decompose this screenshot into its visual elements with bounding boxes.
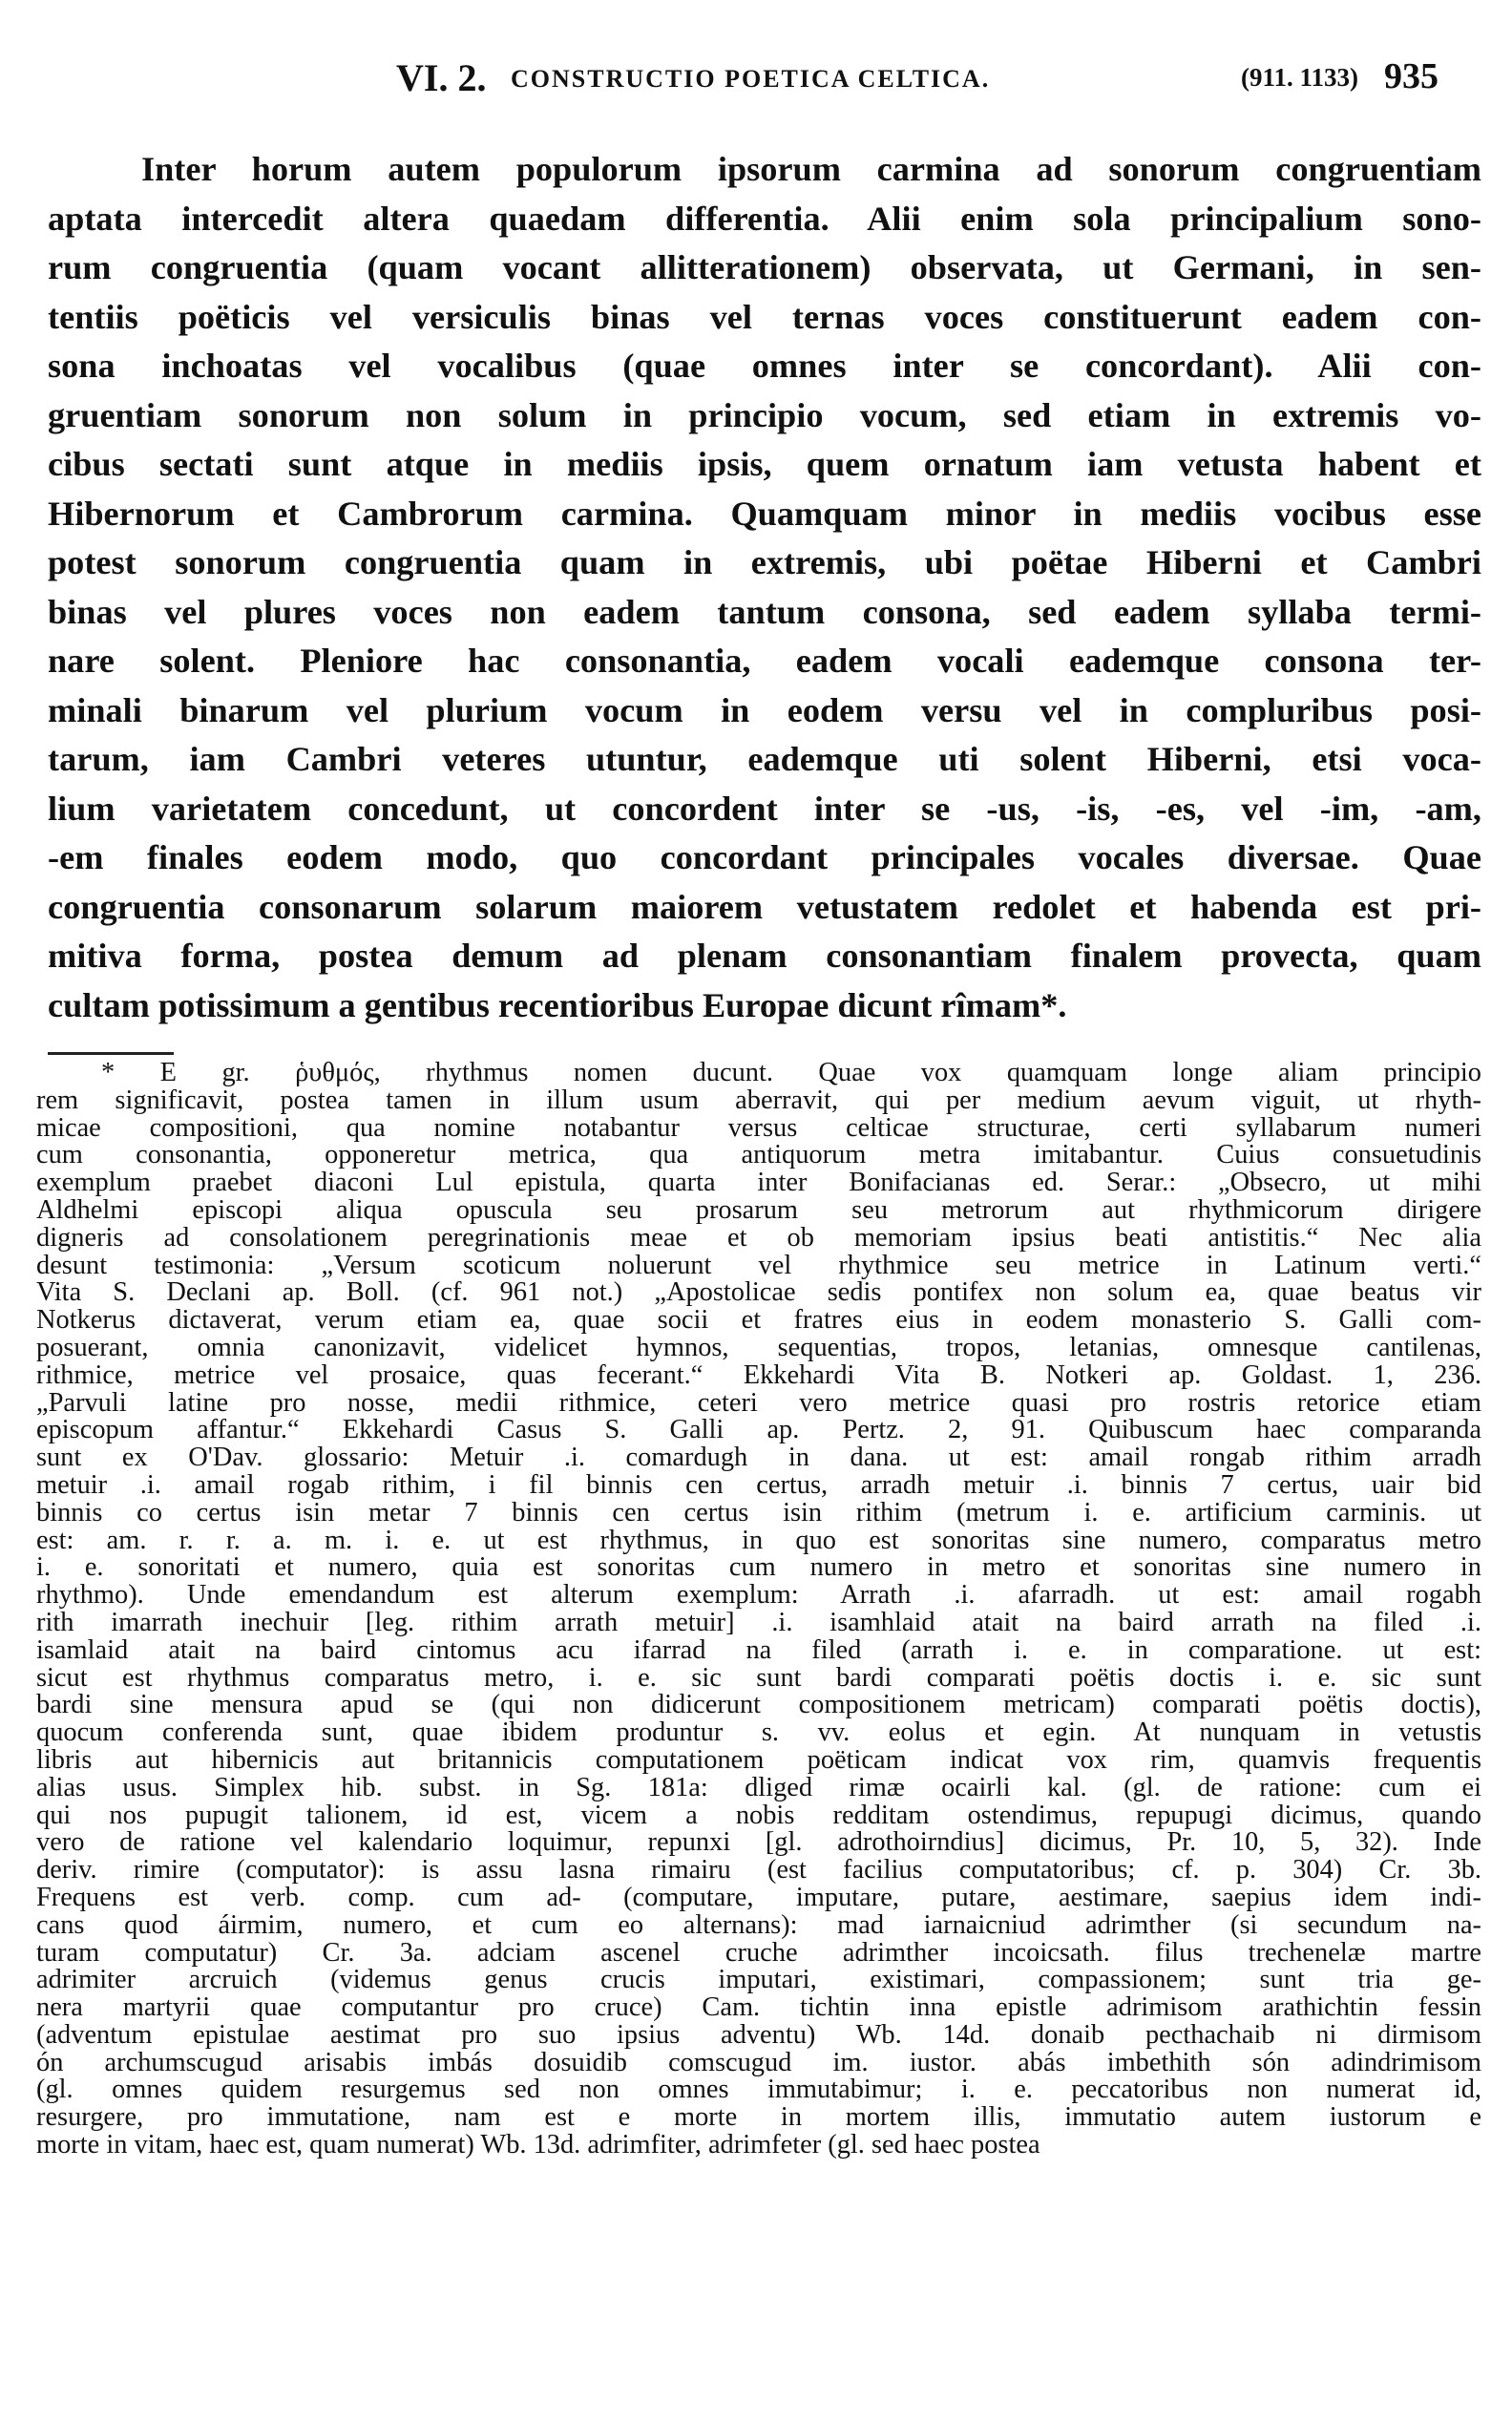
- footnote-line: (adventum epistulae aestimat pro suo ipsius adventu) Wb. 14d. donaib pecthachaib ni dirmisom: [36, 2019, 1481, 2050]
- footnote-line: binnis co certus isin metar 7 binnis cen certus isin rithim (metrum i. e. artificium carminis. ut: [36, 1497, 1481, 1528]
- text-line: cibus sectati sunt atque in mediis ipsis, quem ornatum iam vetusta habent et: [48, 445, 1481, 483]
- footnote-line: quocum conferenda sunt, quae ibidem produntur s. vv. eolus et egin. At nunquam in vetustis: [36, 1717, 1481, 1748]
- footnote-line: isamlaid atait na baird cintomus acu ifarrad na filed (arrath i. e. in comparatione. ut est:: [36, 1634, 1481, 1665]
- footnote-line: deriv. rimire (computator): is assu lasna rimairu (est facilius computatoribus; cf. p. 304) Cr. 3b.: [36, 1855, 1481, 1886]
- text-line: congruentia consonarum solarum maiorem vetustatem redolet et habenda est pri-: [48, 887, 1481, 926]
- text-line: mitiva forma, postea demum ad plenam consonantiam finalem provecta, quam: [48, 937, 1481, 975]
- footnote-line: sunt ex O'Dav. glossario: Metuir .i. comardugh in dana. ut est: amail rongab rithim arradh: [36, 1443, 1481, 1473]
- footnote-line: metuir .i. amail rogab rithim, i fil binnis cen certus, arradh metuir .i. binnis 7 certus, uair bid: [36, 1469, 1481, 1500]
- footnote-line: libris aut hibernicis aut britannicis computationem poëticam indicat vox rim, quamvis frequentis: [36, 1744, 1481, 1775]
- footnote-line: sicut est rhythmus comparatus metro, i. e. sic sunt bardi comparati poëtis doctis i. e. sic sunt: [36, 1662, 1481, 1693]
- footnote-line: i. e. sonoritati et numero, quia est sonoritas cum numero in metro et sonoritas sine numero in: [36, 1552, 1481, 1583]
- footnote-line: Vita S. Declani ap. Boll. (cf. 961 not.) „Apostolicae sedis pontifex non solum ea, quae beatus vir: [36, 1277, 1481, 1308]
- footnote-line: resurgere, pro immutatione, nam est e morte in mortem illis, immutatio autem iustorum e: [36, 2102, 1481, 2133]
- footnote-line: alias usus. Simplex hib. subst. in Sg. 181a: dliged rimæ ocairli kal. (gl. de ratione: cum ei: [36, 1772, 1481, 1802]
- footnote-line: desunt testimonia: „Versum scoticum noluerunt vel rhythmice seu metrice in Latinum verti.“: [36, 1250, 1481, 1280]
- section-reference: (911. 1133): [1241, 63, 1359, 92]
- text-line: tentiis poëticis vel versiculis binas vel ternas voces constituerunt eadem con-: [48, 297, 1481, 336]
- footnote-line: Aldhelmi episcopi aliqua opuscula seu prosarum seu metrorum aut rhythmicorum dirigere: [36, 1194, 1481, 1225]
- footnote-line: rith imarrath inechuir [leg. rithim arrath metuir] .i. isamhlaid atait na baird arrath na filed .i.: [36, 1607, 1481, 1637]
- footnote-line: morte in vitam, haec est, quam numerat) Wb. 13d. adrimfiter, adrimfeter (gl. sed haec postea: [36, 2130, 1040, 2160]
- text-line: tarum, iam Cambri veteres utuntur, eademque uti solent Hiberni, etsi voca-: [48, 740, 1481, 778]
- footnote-line: vero de ratione vel kalendario loquimur, repunxi [gl. adrothoirndius] dicimus, Pr. 10, 5, 32). Inde: [36, 1827, 1481, 1858]
- footnote-line: cans quod áirmim, numero, et cum eo alternans): mad iarnaicniud adrimther (si secundum na-: [36, 1909, 1481, 1940]
- footnote-line: est: am. r. r. a. m. i. e. ut est rhythmus, in quo est sonoritas sine numero, comparatus metro: [36, 1525, 1481, 1555]
- footnote-line: rem significavit, postea tamen in illum usum aberravit, qui per medium aevum viguit, ut rhyth-: [36, 1085, 1481, 1115]
- footnote-line: exemplum praebet diaconi Lul epistula, quarta inter Bonifacianas ed. Serar.: „Obsecro, ut mihi: [36, 1168, 1481, 1198]
- text-line: aptata intercedit altera quaedam differentia. Alii enim sola principalium sono-: [48, 199, 1481, 238]
- footnote-line: „Parvuli latine pro nosse, medii rithmice, ceteri vero metrice quasi pro rostris retorice etiam: [36, 1387, 1481, 1418]
- running-title: CONSTRUCTIO POETICA CELTICA.: [511, 65, 991, 93]
- footnote-line: Notkerus dictaverat, verum etiam ea, quae socii et fratres eius in eodem monasterio S. Galli com-: [36, 1305, 1481, 1336]
- footnote-line: cum consonantia, opponeretur metrica, qua antiquorum metra imitabantur. Cuius consuetudinis: [36, 1140, 1481, 1170]
- footnote-line: qui nos pupugit talionem, id est, vicem a nobis redditam ostendimus, repupugi dicimus, quando: [36, 1800, 1481, 1830]
- footnote-line: rithmice, metrice vel prosaice, quas fecerant.“ Ekkehardi Vita B. Notkeri ap. Goldast. 1, 236.: [36, 1359, 1481, 1390]
- main-paragraph: [48, 145, 1481, 1030]
- text-line: gruentiam sonorum non solum in principio vocum, sed etiam in extremis vo-: [48, 395, 1481, 434]
- footnote-line: digneris ad consolationem peregrinationis meae et ob memoriam ipsius beati antistitis.“ Nec alia: [36, 1222, 1481, 1253]
- text-line: rum congruentia (quam vocant allitterationem) observata, ut Germani, in sen-: [48, 248, 1481, 286]
- footnote-line: episcopum affantur.“ Ekkehardi Casus S. Galli ap. Pertz. 2, 91. Quibuscum haec comparanda: [36, 1415, 1481, 1445]
- footnote-line: posuerant, omnia canonizavit, videlicet hymnos, sequentias, tropos, letanias, omnesque cantilenas,: [36, 1332, 1481, 1362]
- footnote-line: rhythmo). Unde emendandum est alterum exemplum: Arrath .i. afarradh. ut est: amail rogabh: [36, 1580, 1481, 1611]
- text-line: cultam potissimum a gentibus recentioribus Europae dicunt rîmam*.: [48, 985, 1067, 1024]
- page-number: 935: [1384, 56, 1438, 96]
- footnote-line: * E gr. ῥυθμός, rhythmus nomen ducunt. Quae vox quamquam longe aliam principio: [101, 1058, 1481, 1087]
- section-number: VI. 2.: [396, 56, 487, 99]
- running-header: [396, 55, 1482, 103]
- footnote: [36, 1060, 1481, 2160]
- text-line: sona inchoatas vel vocalibus (quae omnes inter se concordant). Alii con-: [48, 347, 1481, 385]
- text-line: nare solent. Pleniore hac consonantia, eadem vocali eademque consona ter-: [48, 642, 1481, 680]
- footnote-line: turam computatur) Cr. 3a. adciam ascenel cruche adrimther incoicsath. filus trechenelæ martre: [36, 1937, 1481, 1968]
- footnote-line: adrimiter arcruich (videmus genus crucis imputari, existimari, compassionem; sunt tria ge-: [36, 1965, 1481, 1995]
- footnote-divider: [48, 1052, 174, 1055]
- text-line: -em finales eodem modo, quo concordant principales vocales diversae. Quae: [48, 838, 1481, 876]
- footnote-line: nera martyrii quae computantur pro cruce) Cam. tichtin inna epistle adrimisom arathichtin fessin: [36, 1992, 1481, 2023]
- text-line: minali binarum vel plurium vocum in eodem versu vel in compluribus posi-: [48, 690, 1481, 729]
- text-line: Inter horum autem populorum ipsorum carmina ad sonorum congruentiam: [141, 150, 1481, 188]
- footnote-line: bardi sine mensura apud se (qui non didicerunt compositionem metricam) comparati poëtis doctis),: [36, 1690, 1481, 1720]
- text-line: potest sonorum congruentia quam in extremis, ubi poëtae Hiberni et Cambri: [48, 543, 1481, 581]
- footnote-line: (gl. omnes quidem resurgemus sed non omnes immutabimur; i. e. peccatoribus non numerat id,: [36, 2075, 1481, 2105]
- text-line: binas vel plures voces non eadem tantum consona, sed eadem syllaba termi-: [48, 592, 1481, 631]
- text-line: lium varietatem concedunt, ut concordent inter se -us, -is, -es, vel -im, -am,: [48, 789, 1481, 828]
- footnote-line: ón archumscugud arisabis imbás dosuidib comscugud im. iustor. abás imbethith són adindrimisom: [36, 2047, 1481, 2077]
- footnote-line: micae compositioni, qua nomine notabantur versus celticae structurae, certi syllabarum numeri: [36, 1112, 1481, 1143]
- footnote-line: Frequens est verb. comp. cum ad- (computare, imputare, putare, aestimare, saepius idem indi-: [36, 1882, 1481, 1912]
- text-line: Hibernorum et Cambrorum carmina. Quamquam minor in mediis vocibus esse: [48, 494, 1481, 533]
